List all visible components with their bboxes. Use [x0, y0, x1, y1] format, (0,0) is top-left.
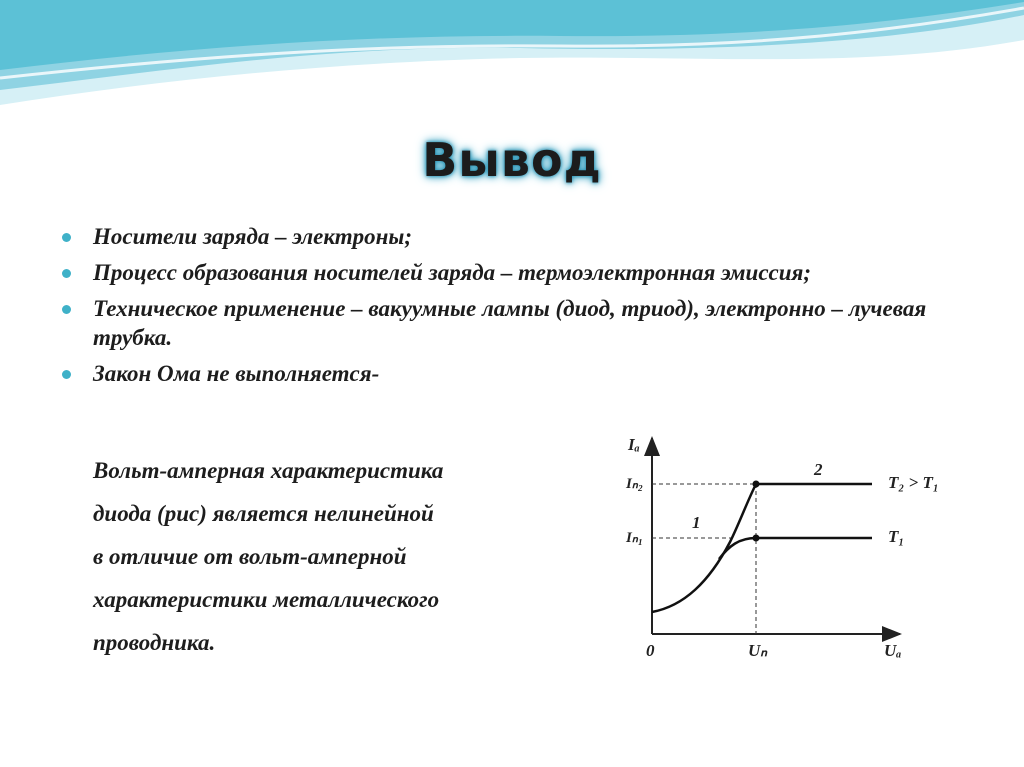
bullet-list — [62, 222, 962, 395]
bullet-dot-icon — [62, 305, 71, 314]
continuation-line: в отличие от вольт-амперной — [93, 544, 407, 569]
saturation-point-upper — [753, 481, 760, 488]
temperature-label-lower: T₁ — [888, 527, 905, 546]
bullet-item — [62, 359, 962, 388]
bullet-dot-icon — [62, 233, 71, 242]
bullet-item — [62, 222, 962, 251]
y-tick-lower-label: Iₙ₁ — [626, 530, 644, 546]
continuation-line: характеристики металлического — [93, 587, 440, 612]
figure-background — [614, 424, 964, 669]
y-tick-upper-label: Iₙ₂ — [626, 476, 644, 492]
origin-label: 0 — [646, 641, 655, 660]
bullet-text: Техническое применение – вакуумные лампы (диод, триод), электронно – лучевая трубка. — [93, 296, 927, 350]
bullet-item — [62, 294, 962, 352]
y-axis-label: Iₐ — [628, 435, 640, 454]
vacuum-diode-iv-figure — [614, 424, 964, 669]
saturation-point-lower — [753, 535, 760, 542]
curve-label-2: 2 — [814, 460, 823, 479]
continuation-line: диода (рис) является нелинейной — [93, 501, 434, 526]
slide-title: Вывод — [422, 133, 602, 187]
curve-label-1: 1 — [692, 513, 701, 532]
decorative-waves — [0, 0, 1024, 110]
bullet-dot-icon — [62, 269, 71, 278]
continuation-line: Вольт-амперная характеристика — [93, 458, 444, 483]
continuation-text — [93, 456, 443, 671]
bullet-text: Носители заряда – электроны; — [93, 224, 413, 249]
x-axis-label: Uₐ — [884, 641, 902, 660]
bullet-item — [62, 258, 962, 287]
bullet-text: Процесс образования носителей заряда – термоэлектронная эмиссия; — [93, 260, 812, 285]
bullet-text: Закон Ома не выполняется- — [93, 361, 380, 386]
temperature-label-upper: T₂ > T₁ — [888, 473, 939, 492]
x-tick-label: Uₙ — [748, 641, 768, 660]
bullet-dot-icon — [62, 370, 71, 379]
continuation-line: проводника. — [93, 630, 216, 655]
